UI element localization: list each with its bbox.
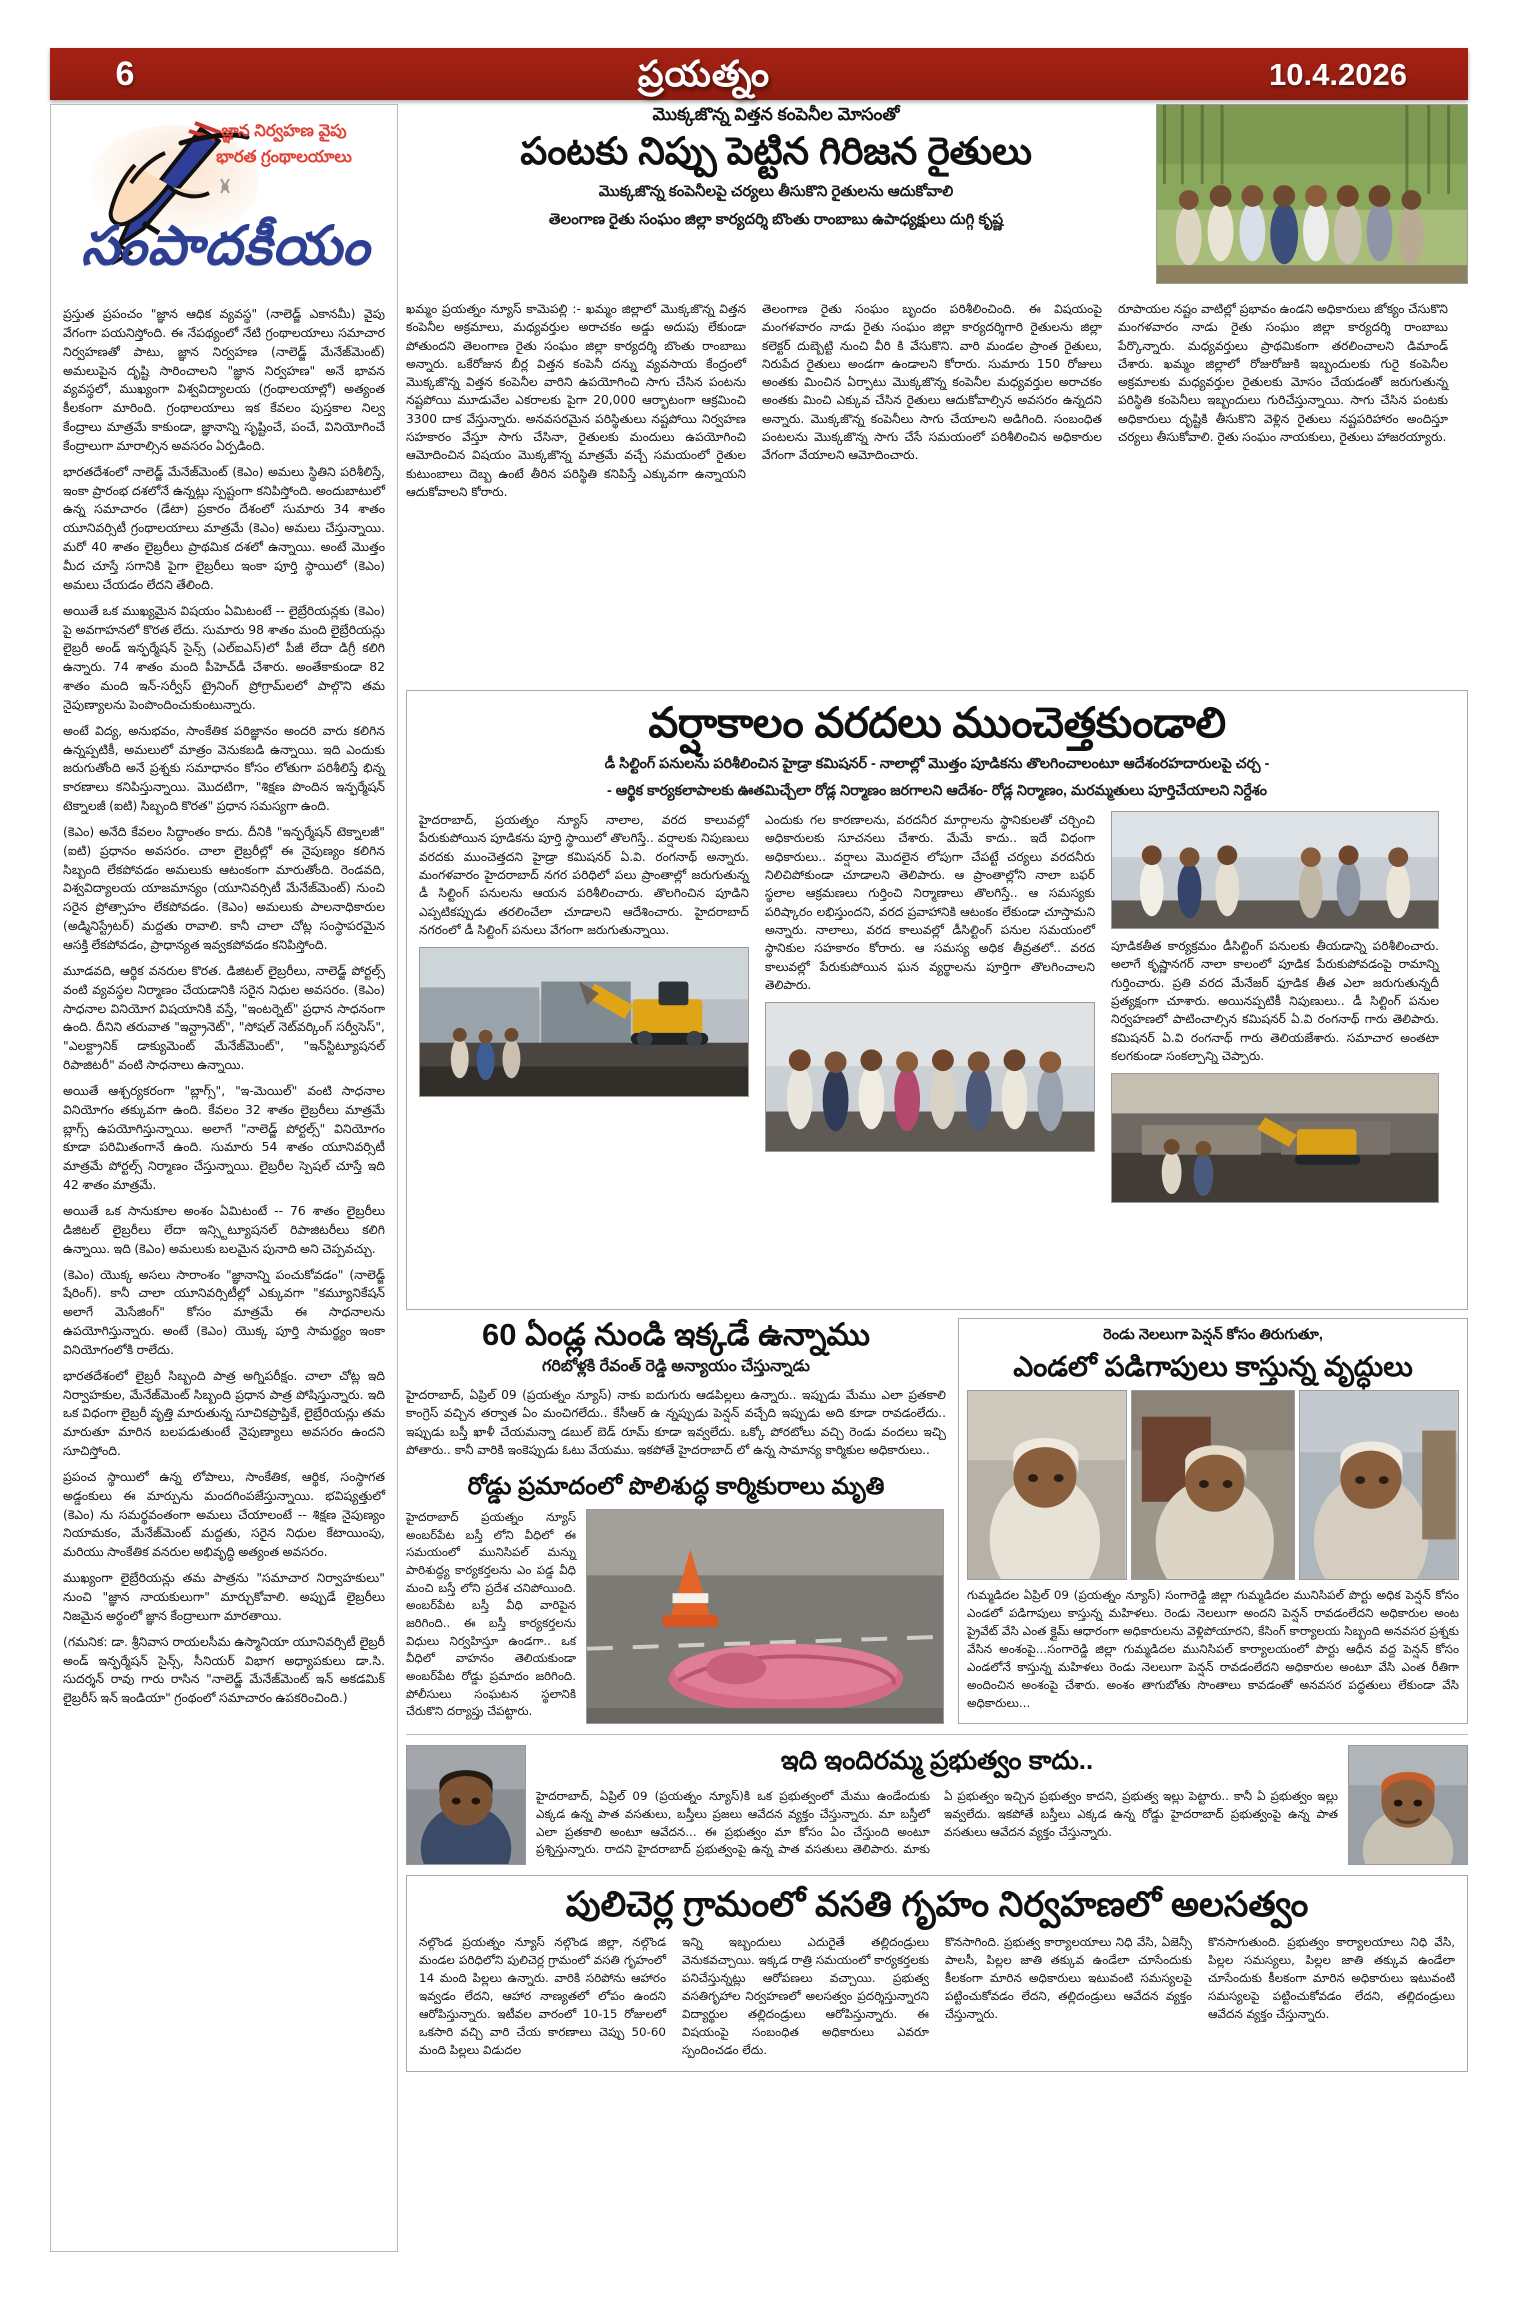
indiramma-text-block <box>536 1745 1338 1865</box>
editorial-tagline <box>179 119 389 170</box>
editorial-column <box>50 104 398 2252</box>
editorial-paragraph: (గమనిక: డా. శ్రీనివాస రాయలసీమ ఉస్మానియా యూనివర్సిటీ లైబ్రరీ అండ్ ఇన్ఫర్మేషన్ సైన్స్, సీనియర్ విభాగ అధ్యాపకులు డా.సి. సుదర్శన్ రావు గారు రాసిన "నాలెడ్జ్ మేనేజ్‌మెంట్ ఇన్ అకడమిక్ లైబ్రరీస్ ఇన్ ఇండియా" గ్రంథంలో సమాచారం ఉపకరించింది.) <box>63 1633 385 1706</box>
editorial-paragraph: అయితే ఒక సానుకూల అంశం ఏమిటంటే -- 76 శాతం లైబ్రరీలు డిజిటల్ లైబ్రరీలు లేదా ఇన్స్టిట్యూషనల్ రిపాజిటరీలు కలిగి ఉన్నాయి. ఇది (కెఎం) అమలుకు బలమైన పునాది అని చెప్పవచ్చు. <box>63 1202 385 1256</box>
road-accident-block <box>406 1509 946 1724</box>
bottom-story-headline: పులిచెర్ల గ్రామంలో వసతి గృహం నిర్వహణలో అలసత్వం <box>565 1884 1309 1924</box>
photo-road-accident-scene <box>587 1510 943 1723</box>
bottom-col-1: నల్గొండ ప్రయత్నం న్యూస్ నల్గొండ జిల్లా, నల్గొండ మండల పరిధిలోని పులిచెర్ల గ్రామంలో వసతి గృహంలో 14 మంది పిల్లలు ఉన్నారు. వారికి సరిపోను ఆహారం ఇవ్వడం లేదని, ఆహార నాణ్యతలో లోపం ఉందని ఆరోపిస్తున్నారు. ఇటీవల వారంలో 10-15 రోజులలో ఒకసారి వచ్చి వారి చేయ కారణాలు చెప్పు 50-60 మంది పిల్లలు విడుదల <box>419 1935 666 2057</box>
photo-elderly-women-3 <box>1300 1391 1458 1579</box>
photo-man-portrait-left <box>407 1746 525 1864</box>
flood-story-subhead-2: - ఆర్థిక కార్యకలాపాలకు ఊతమిచ్చేలా రోడ్ల నిర్మాణం జరగాలని ఆదేశం- రోడ్ల నిర్మాణం, మరమ్మతులు పూర్తిచేయాలని నిర్దేశం <box>607 783 1267 800</box>
pension-headline: ఎండలో పడిగాపులు కాస్తున్న వృద్ధులు <box>1013 1351 1413 1382</box>
page-number: 6 <box>115 55 135 93</box>
photo-farmers-in-field <box>1157 105 1467 283</box>
editorial-paragraph: అంటే విద్య, అనుభవం, సాంకేతిక పరిజ్ఞానం అందరి వారు కలిగిన ఉన్నప్పటికీ, అమలులో మాత్రం వెనుకబడి ఉన్నాయి. ఇది ఎందుకు జరుగుతోంది అనే ప్రశ్నకు సమాధానం కోసం లోతుగా పరిశీలిస్తే భిన్న కారణాలు కనిపిస్తున్నాయి. మొదటిగా, "శిక్షణ పొందిన ఇన్ఫర్మేషన్ టెక్నాలజీ (ఐటి) సిబ్బంది కొరత" ప్రధాన సమస్యగా ఉంది. <box>63 722 385 814</box>
pension-photo-3 <box>1299 1390 1459 1580</box>
top-story-col-1: ఖమ్మం ప్రయత్నం న్యూస్ కామెపల్లి :- ఖమ్మం జిల్లాలో మొక్కజొన్న విత్తన కంపెనీల అక్రమాలు, మధ్యవర్తుల అరాచకం అడ్డు అదుపు లేకుండా పోతుందని తెలంగాణ రైతు సంఘం జిల్లా కార్యదర్శి బొంతు రాంబాబు అన్నారు. ఒకేరోజున బీర్ల విత్తన కంపెనీ దన్ను వ్యవసాయ కేంద్రంలో మొక్కజొన్న విత్తన కంపెనీల వారిని ఉపయోగించి సాగు చేసిన పంటను నష్టపోయి మూడువేల ఎకరాలకు పైగా 20,000 ఆర్భాటంగా ఆక్రమించి 3300 దాక వేస్తున్నారు. అనవసరమైన పరిస్థితులు నష్టపోయి నిర్వహణ సహకారం వేస్తూ సాగు చేసినా, రైతులకు మందులు ఉపయోగించి ఆమోదించిన విషయం మొక్కజొన్న మాత్రమే వచ్చే సమయంలో రైతుల కుటుంబాలు దెబ్బ ఉంటే తీరిన పరిస్థితి కనిపిస్తే ఎక్కువగా ఉన్నాయని ఆదుకోవాలని కోరారు. <box>406 302 746 499</box>
editorial-wordmark: సంపాదకీయం <box>81 216 371 276</box>
pension-photo-strip <box>967 1390 1459 1580</box>
tagline-line-1: జ్ఞాన నిర్వహణ వైపు <box>221 122 347 140</box>
top-story <box>406 104 1468 684</box>
flood-col-1 <box>419 811 749 1203</box>
publication-date: 10.4.2026 <box>1269 56 1407 92</box>
editorial-paragraph: (కెఎం) అనేది కేవలం సిద్ధాంతం కాదు. దీనికి "ఇన్ఫర్మేషన్ టెక్నాలజీ" (ఐటి) ప్రధానం అవసరం. చాలా లైబ్రరీల్లో ఈ నైపుణ్యం కలిగిన సిబ్బంది లేకపోవడం అమలుకు ఆటంకంగా మారుతోంది. రెండవది, విశ్వవిద్యాలయ యాజమాన్యం (యూనివర్సిటీ మేనేజ్‌మెంట్) నుంచి సరైన ప్రోత్సాహం లేకపోవడం. (కెఎం) అమలుకు పాలనాధికారుల (అడ్మినిస్ట్రేటర్) మద్దతు రావాలి. కానీ చాలా చోట్ల సంస్థాపరమైన ఆసక్తి లేకపోవడం, ప్రాధాన్యత ఇవ్వకపోవడం కనిపిస్తోంది. <box>63 823 385 952</box>
top-story-headline: పంటకు నిప్పు పెట్టిన గిరిజన రైతులు <box>520 131 1032 173</box>
story-pension <box>958 1318 1468 1724</box>
top-story-subhead-2: తెలంగాణ రైతు సంఘం జిల్లా కార్యదర్శి బొంతు రాంబాబు ఉపాధ్యక్షులు దుగ్గి కృష్ణ <box>548 211 1004 229</box>
pension-photo-1 <box>967 1390 1127 1580</box>
editorial-body <box>51 301 397 1725</box>
bottom-col-2: ఇన్ని ఇబ్బందులు ఎదురైతే తల్లిదండ్రులు వెనుకవచ్చాయి. ఇక్కడ రాత్రి సమయంలో కార్యకర్తలకు పనిచేస్తున్నట్లు ఆరోపణలు వచ్చాయి. ప్రభుత్వ వసతిగృహాల నిర్వహణలో అలసత్వం ప్రదర్శిస్తున్నారని విద్యార్థుల తల్లిదండ్రులు ఆరోపిస్తున్నారు. ఈ విషయంపై సంబంధిత అధికారులు ఎవరూ స్పందించడం లేదు. <box>682 1935 929 2057</box>
story-indiramma <box>406 1734 1468 1865</box>
bottom-col-4: కొనసాగుతుంది. ప్రభుత్వం కార్యాలయాలు నిధి వేసి, పిల్లల సమస్యలు, పిల్లల జాతి తక్కువ ఉండేలా చూసేందుకు కీలకంగా మారిన అధికారులు ఇటువంటి సమస్యలపై పట్టించుకోవడం లేదని, తల్లిదండ్రులు ఆవేదన వ్యక్తం చేస్తున్నారు. <box>1208 1935 1455 2021</box>
road-accident-headline: రోడ్డు ప్రమాదంలో పొలిశుద్ధ కార్మికురాలు మృతి <box>467 1473 885 1501</box>
editorial-paragraph: ప్రస్తుత ప్రపంచం "జ్ఞాన ఆధిక వ్యవస్థ" (నాలెడ్జ్ ఎకానమీ) వైపు వేగంగా పయనిస్తోంది. ఈ నేపథ్యంలో నేటి గ్రంథాలయాలు సమాచార నిర్వహణతో పాటు, జ్ఞాన నిర్వహణ (నాలెడ్జ్ మేనేజ్‌మెంట్) అమలుపైన దృష్టి సారించాలని "జ్ఞాన నిర్వహణ" అనే భావన వ్యవస్థలో, ముఖ్యంగా విశ్వవిద్యాలయ (గ్రంథాలయాల్లో) అత్యంత కీలకంగా మారింది. గ్రంథాలయాలు ఇక కేవలం పుస్తకాల నిల్వ కేంద్రాలు మాత్రమే కాకుండా, జ్ఞానాన్ని సృష్టించే, పంచే, వినియోగించే కేంద్రాలుగా మారాల్సిన అవసరం ఏర్పడింది. <box>63 306 385 453</box>
story-60-years-subhead: గరిబోళ్లకి రేవంత్ రెడ్డి అన్యాయం చేస్తున్నాడు <box>542 1358 810 1376</box>
road-accident-photo <box>586 1509 944 1724</box>
flood-col-1-text: హైదరాబాద్, ప్రయత్నం న్యూస్ నాలాల, వరద కాలువల్లో పేరుకుపోయిన పూడికను పూర్తి స్థాయిలో తొలగిస్తే.. వర్షాలకు నిపుణులు వరదకు ముంచెత్తదని హైడ్రా కమిషనర్ ఏ.వి. రంగనాథ్ అన్నారు. మంగళవారం హైదరాబాద్ నగర పరిధిలో పలు ప్రాంతాల్లో జరుగుతున్న డీ సిల్టింగ్ పనులను ఆయన పరిశీలించారు. తొలగించిన పూడిని ఎప్పటికప్పుడు తరలించేలా చూడాలని ఆదేశించారు. హైదరాబాద్ నగరంలో డీ సిల్టింగ్ పనులు వేగంగా జరుగుతున్నాయి. <box>419 813 749 937</box>
editorial-paragraph: ముఖ్యంగా లైబ్రేరియన్లు తమ పాత్రను "సమాచార నిర్వాహకులు" నుంచి "జ్ఞాన నాయకులుగా" మార్చుకోవాలి. అప్పుడే లైబ్రరీలు నిజమైన అర్థంలో జ్ఞాన కేంద్రాలుగా మారతాయి. <box>63 1570 385 1623</box>
story-60-years-headline: 60 ఏండ్ల నుండి ఇక్కడే ఉన్నాము <box>481 1317 871 1352</box>
pension-kicker: రెండు నెలలుగా పెన్షన్ కోసం తిరుగుతూ, <box>1103 1327 1323 1343</box>
masthead-bar <box>50 48 1468 100</box>
flood-story-headline: వర్షాకాలం వరదలు ముంచెత్తకుండాలి <box>648 699 1226 746</box>
editorial-paragraph: భారతదేశంలో నాలెడ్జ్ మేనేజ్‌మెంట్ (కెఎం) అమలు స్థితిని పరిశీలిస్తే, ఇంకా ప్రారంభ దశలోనే ఉన్నట్లు స్పష్టంగా కనిపిస్తోంది. అందుబాటులో ఉన్న సమాచారం (డేటా) ప్రకారం దేశంలో సుమారు 34 శాతం యూనివర్సిటీ గ్రంథాలయాలు మాత్రమే (కెఎం) అమలు చేస్తున్నాయి. మరో 40 శాతం లైబ్రరీలు ప్రాథమిక దశలో ఉన్నాయి. అంటే మొత్తం మీద చూస్తే సగానికి పైగా లైబ్రరీలు ఇంకా పూర్తి స్థాయిలో (కెఎం) అమలు చేయడం లేదని తేలింది. <box>63 463 385 592</box>
flood-col-3 <box>1111 811 1439 1203</box>
story-60-years-body: హైదరాబాద్, ఏప్రిల్ 09 (ప్రయత్నం న్యూస్) నాకు ఐదుగురు ఆడపిల్లలు ఉన్నారు.. ఇప్పుడు మేము ఎలా ప్రతకాలి కాంగ్రెస్ వచ్చిన తర్వాత ఏం మంచిగలేదు.. కేసీఆర్ ఉ న్నప్పుడు పెన్షన్ వచ్చేది ఇప్పుడు అది కూడా రావడంలేదు.. ఇప్పుడు బస్తీ ఖాళీ చేయమన్నా డబుల్ బెడ్ రూమ్ కూడా ఇవ్వలేదు. ఒక్కో పోరటోలు వచ్చి రెండు వందలు ఇచ్చి పోతారు.. కానీ వారికి ఇంకెప్పుడు ఓటు వేయము. ఇకపోతే హైదరాబాద్ లో ఉన్న సామాన్య కార్మికుల అధికారులు.. <box>406 1388 946 1457</box>
pension-body: గుమ్మడిదల ఏప్రిల్ 09 (ప్రయత్నం న్యూస్) సంగారెడ్డి జిల్లా గుమ్మడిదల మునిసిపల్ పొర్టు అధిక పెన్షన్ కోసం ఎండలో పడిగాపులు కాస్తున్న మహిళలు. రెండు నెలలుగా అందని పెన్షన్ రావడంలేదని అధికారుల అంట ప్రైవేట్ వేసి ఎంత క్లైమ్ ఆధారంగా అధికారులను వెళ్లిపోయారని, కేసింగ్ కార్యాలయ సిబ్బంది అనవసర ప్రశ్నకు వేసిన అంశంపై...సంగారెడ్డి జిల్లా గుమ్మడిదల మునిసిపల్ కార్యాలయంలో పొర్టు ఆధీన వద్ద పెన్షన్ కోసం ఎండలోనే కాస్తున్న మహిళలు రెండు నెలలుగా పెన్షన్ రావడంలేదని అధికారుల అంటూ వేసి ఎంత రీతిగా అందించిన అంశంపై చేశారు. అంశం తాగుబోతు సొంతాలు కావడంతో అనవసర పద్ధతులు లేకుండా వేసి అధికారులు... <box>967 1588 1459 1710</box>
top-story-columns <box>406 300 1468 501</box>
indiramma-photo-left <box>406 1745 526 1865</box>
page-content <box>50 104 1468 2254</box>
flood-col-2-text: ఎందుకు గల కారణాలను, వరదనీర మార్గాలను స్థానికులతో చర్చించి అధికారులకు సూచనలు చేశారు. మేమే కాదు.. ఇదే విధంగా అధికారులు.. వర్షాలు మొదలైన లోపుగా చేపట్టే చర్యలు వరదనీరు నిలిచిపోకుండా చూడాలని తెలిపారు. ఆ ప్రాంతాల్లోని నాలా బఫర్ స్థలాల ఆక్రమణలు గుర్తించి నిర్మాణాలు తొలగిస్తే.. ఆ సమస్యకు పరిష్కారం లభిస్తుందని, వరద ప్రవాహానికి ఆటంకం లేకుండా చూస్తామని అన్నారు. నాలాలు, వరద కాలువల్లో డీసిల్టింగ్ పనుల సమయంలో స్థానికుల సహకారం కోరారు. ఆ సమస్య అధిక తీవ్రతలో.. వరద కాలువల్లో పేరుకుపోయిన ఘన వ్యర్థాలను పూర్తిగా తొలగించాలని తెలిపారు. <box>765 813 1095 992</box>
flood-photo-nala-desilting <box>1111 1073 1439 1203</box>
photo-commissioner-visit <box>1112 812 1438 928</box>
photo-man-portrait-right <box>1349 1746 1467 1864</box>
indiramma-body-col-1: హైదరాబాద్, ఏప్రిల్ 09 (ప్రయత్నం న్యూస్)కి ఒక ప్రభుత్వంలో మేము ఉండేందుకు ఎక్కడ ఉన్న పాత వసతులు, బస్తీలు ప్రజలు ఆవేదన వ్యక్తం చేస్తున్నారు. మా బస్తీలో ఎలా ప్రతకాలి అంటూ ఆవేదన... ఈ ప్రభుత్వం మా కోసం ఏం చేస్తుంది అంటూ ప్రశ్నిస్తున్నారు. <box>536 1788 930 1857</box>
top-story-kicker: మొక్కజొన్న విత్తన కంపెనీల మోసంతో <box>652 104 900 124</box>
photo-excavator-worksite <box>420 948 748 1096</box>
indiramma-photo-right <box>1348 1745 1468 1865</box>
photo-nala-cleaning <box>1112 1074 1438 1202</box>
lower-stories-row <box>406 1318 1468 1724</box>
flood-col-2 <box>765 811 1095 1203</box>
editorial-paragraph: మూడవది, ఆర్థిక వనరుల కొరత. డిజిటల్ లైబ్రరీలు, నాలెడ్జ్ పోర్టల్స్ వంటి వ్యవస్థల నిర్మాణం చేయడానికి సరైన నిధుల అవసరం. (కెఎం) సాధనాల వినియోగ విషయానికి వస్తే, "ఇంటర్నెట్" ప్రధాన సాధనంగా ఉంది. దీనిని తరువాత "ఇన్ట్రానెట్", "సోషల్ నెట్‌వర్కింగ్ సర్వీసెస్", "ఎలక్ట్రానిక్ డాక్యుమెంట్ మేనేజ్‌మెంట్", "ఇన్‌స్టిట్యూషనల్ రిపాజిటరీ" వంటి సాధనాలు ఉన్నాయి. <box>63 962 385 1073</box>
editorial-paragraph: (కెఎం) యొక్క అసలు సారాంశం "జ్ఞానాన్ని పంచుకోవడం" (నాలెడ్జ్ షేరింగ్). కానీ చాలా యూనివర్సిటీల్లో ఎక్కువగా "కమ్యూనికేషన్ అలాగే మెసేజింగ్" కోసం మాత్రమే ఈ సాధనాలను ఉపయోగిస్తున్నారు. అంటే (కెఎం) యొక్క పూర్తి సామర్థ్యం ఇంకా వినియోగంలోకి రాలేదు. <box>63 1266 385 1357</box>
flood-story-subhead-1: డీ సిల్టింగ్ పనులను పరిశీలించిన హైడ్రా కమిషనర్ - నాలాల్లో మొత్తం పూడికను తొలగించాలంటూ ఆదేశంరహదారులపై చర్చ - <box>604 756 1270 773</box>
top-story-col-3: రూపాయల నష్టం వాటిల్లో ప్రభావం ఉండని అధికారులు జోక్యం చేసుకొని మంగళవారం నాడు రైతు సంఘం జిల్లా కార్యదర్శి రాంబాబు పేర్కొన్నారు. మధ్యవర్తులు ప్రాథమికంగా తరలించాలని డిమాండ్ చేశారు. ఖమ్మం జిల్లాలో రోజురోజుకి ఇబ్బందులకు గురై కంపెనీల అక్రమాలకు మధ్యవర్తుల రైతులకు మోసం చేయడంతో జరుగుతున్న పరిస్థితి కంపెనీలు ఇబ్బందులు గురిచేస్తున్నాయి. సాగు చేసిన పంటకు అధికారులు దృష్టికి తీసుకొని వెళ్లిన రైతులు నష్టపరిహారం అందిస్తూ చర్యలు తీసుకోవాలి. రైతు సంఘం నాయకులు, రైతులు హాజరయ్యారు. <box>1118 302 1448 445</box>
bottom-story-columns <box>419 1934 1455 2059</box>
pension-photo-2 <box>1131 1390 1296 1580</box>
flood-photo-commissioner <box>1111 811 1439 929</box>
editorial-logo-area <box>51 105 397 301</box>
indiramma-body-col-2: రాదని హైదరాబాద్ ప్రభుత్వంపై ఉన్న పాత వసతులు తెలిపారు. మాకు ఏ ప్రభుత్వం ఇచ్చిన ప్రభుత్వం కాదని, ప్రభుత్వ ఇల్లు పెట్టారు.. కానీ ఏ ప్రభుత్వం ఇల్లు ఇవ్వలేదు. ఇకపోతే బస్తీలు ఎక్కడ ఉన్న రోడ్డు హైదరాబాద్ ప్రభుత్వంపై ఉన్న పాత వసతులు ఆవేదన వ్యక్తం చేస్తున్నారు. <box>604 1788 1338 1857</box>
top-story-photo <box>1156 104 1468 284</box>
top-story-headline-block <box>406 104 1146 231</box>
flood-story-columns <box>419 811 1455 1203</box>
indiramma-body <box>536 1788 1338 1859</box>
photo-elderly-women-1 <box>968 1391 1126 1579</box>
top-story-col-2: తెలంగాణ రైతు సంఘం బృందం పరిశీలించింది. ఈ విషయంపై మంగళవారం నాడు రైతు సంఘం జిల్లా కార్యదర్శిగారి రైతులను జిల్లా కలెక్టర్ దుబ్బెట్టి నుంచి వీరి కి వేసుకొని. వారి మండల ప్రాంత రైతులు, నిరుపేద రైతులు అండగా ఉండాలని కోరారు. సుమారు 150 రోజులు అంతకు మించిన ఏర్పాటు మొక్కజొన్న కంపెనీల మధ్యవర్తుల అరాచకం అంతకు మించి ఎక్కువ చేసిన రైతులు ఆదుకోవాల్సిన అవసరం ఉన్నదని అన్నారు. మొక్కజొన్న కంపెనీలు సాగు చేయాలని అడిగింది. సంబంధిత పంటలను మొక్కజొన్న సాగు చేసే సమయంలో పరిశీలించిన అధికారుల వేగంగా వేయాలని ఆమోదించారు. <box>762 302 1102 463</box>
flood-story <box>406 690 1468 1310</box>
tagline-line-2: భారత గ్రంథాలయాలు <box>216 147 352 166</box>
flood-photo-officials-inspect <box>765 1002 1095 1152</box>
editorial-paragraph: ప్రపంచ స్థాయిలో ఉన్న లోపాలు, సాంకేతిక, ఆర్థిక, సంస్థాగత అడ్డంకులు ఈ మార్పును మందగింపజేస్తున్నాయి. భవిష్యత్తులో (కెఎం) ను సమర్థవంతంగా అమలు చేయాలంటే -- శిక్షణ నైపుణ్యం నియామకం, మేనేజ్‌మెంట్ మద్దతు, సరైన నిధుల కేటాయింపు, మరియు సాంకేతిక వనరుల అభివృద్ధి అత్యంత అవసరం. <box>63 1468 385 1560</box>
bottom-story <box>406 1875 1468 2073</box>
photo-elderly-women-2 <box>1132 1391 1295 1579</box>
story-60-years <box>406 1318 946 1724</box>
road-accident-body: హైదరాబాద్ ప్రయత్నం న్యూస్ అంబర్‌పేట బస్తీ లోని వీధిలో ఈ సమయంలో మునిసిపల్ మన్ను పారిశుద్ధ్య కార్యకర్తలను ఎం పడ్డ వీధి మంచి బస్తీ లోని ప్రదేశ చనిపోయింది. అంబర్‌పేట బస్తీ వీధి వారిపైన జరిగింది.. ఈ బస్తీ కార్యకర్తలను విధులు నిర్వహిస్తూ ఉండగా.. ఒక వీధిలో వాహనం తెలియకుండా అంబర్‌పేట రోడ్డు ప్రమాదం జరిగింది. పోలీసులు సంఘటన స్థలానికి చేరుకొని దర్యాప్తు చేపట్టారు. <box>406 1509 576 1719</box>
flood-photo-excavator <box>419 947 749 1097</box>
top-story-subhead-1: మొక్కజొన్న కంపెనీలపై చర్యలు తీసుకొని రైతులను ఆదుకోవాలి <box>598 182 954 200</box>
editorial-paragraph: అయితే ఆశ్చర్యకరంగా "బ్లాగ్స్", "ఇ-మెయిల్" వంటి సాధనాల వినియోగం తక్కువగా ఉంది. కేవలం 32 శాతం లైబ్రరీలు మాత్రమే బ్లాగ్స్ ఉపయోగిస్తున్నాయి. అలాగే "నాలెడ్జ్ పోర్టల్స్" వినియోగం కూడా పరిమితంగానే ఉంది. సుమారు 54 శాతం యూనివర్సిటీ మాత్రమే పోర్టల్స్ నిర్మాణం చేస్తున్నాయి. లైబ్రరీల స్పెషల్ చూస్తే ఇది 42 శాతం మాత్రమే. <box>63 1082 385 1193</box>
photo-officials-group <box>766 1003 1094 1151</box>
editorial-paragraph: అయితే ఒక ముఖ్యమైన విషయం ఏమిటంటే -- లైబ్రేరియన్లకు (కెఎం) పై అవగాహనలో కొరత లేదు. సుమారు 98 శాతం మంది లైబ్రేరియన్లు లైబ్రరీ అండ్ ఇన్ఫర్మేషన్ సైన్స్ (ఎల్ఐఎస్)లో పీజీ లేదా డిగ్రీ కలిగి ఉన్నారు. 74 శాతం మంది పీహెచ్‌డీ చేశారు. అంతేకాకుండా 82 శాతం మంది ఇన్-సర్వీస్ ట్రైనింగ్ ప్రోగ్రామ్‌లలో పాల్గొని తమ నైపుణ్యాలను పెంపొందించుకుంటున్నారు. <box>63 602 385 712</box>
bottom-col-3: కొనసాగింది. ప్రభుత్వ కార్యాలయాలు నిధి వేసి, ఏజెన్సీ పాలసీ, పిల్లల జాతి తక్కువ ఉండేలా చూసేందుకు కీలకంగా మారిన అధికారులు ఇటువంటి సమస్యలపై పట్టించుకోవడం లేదని, తల్లిదండ్రులు ఆవేదన వ్యక్తం చేస్తున్నారు. <box>945 1935 1192 2021</box>
indiramma-headline: ఇది ఇందిరమ్మ ప్రభుత్వం కాదు.. <box>780 1744 1094 1775</box>
flood-col-3-text: పూడికతీత కార్యక్రమం డీసిల్టింగ్ పనులకు తీయడాన్ని పరిశీలించారు. అలాగే కృష్ణానగర్ నాలా కాలంలో పూడిక పేరుకుపోవడంపై రామాన్ని గుర్తించారు. ప్రతి వరద మేనేజర్ ఫూడిక తీత ఎలా జరుగుతున్నదీ ప్రత్యక్షంగా చూశారు. అయినప్పటికీ నిపుణులు.. డీ సిల్టింగ్ పనుల నిర్వహణలో పాటించాల్సిన కమిషనర్ ఏ.వి రంగనాథ్ గారు తెలిపారు. కమిషనర్ ఏ.వి రంగనాథ్ గారు తెలియజేశారు. సమాచార అంతటా కలగకుండా సంకల్పాన్ని చెప్పారు. <box>1111 939 1439 1063</box>
news-area <box>406 104 1468 2072</box>
publication-title: ప్రయత్నం <box>637 53 771 94</box>
editorial-paragraph: భారతదేశంలో లైబ్రరీ సిబ్బంది పాత్ర అగ్నిపరీక్షం. చాలా చోట్ల ఇది నిర్వాహకుల, మేనేజ్‌మెంట్ సిబ్బంది ప్రధాన పాత్ర పోషిస్తున్నారు. ఇది ఒక విధంగా లైబ్రరీ వృత్తి మారుతున్న సూచికప్రాప్తికే, లైబ్రేరియన్లు తమ మారుతూ మారిన బలపడుతుంటే నైపుణ్యాలు అవసరం ఉందని సూచిస్తోంది. <box>63 1367 385 1459</box>
